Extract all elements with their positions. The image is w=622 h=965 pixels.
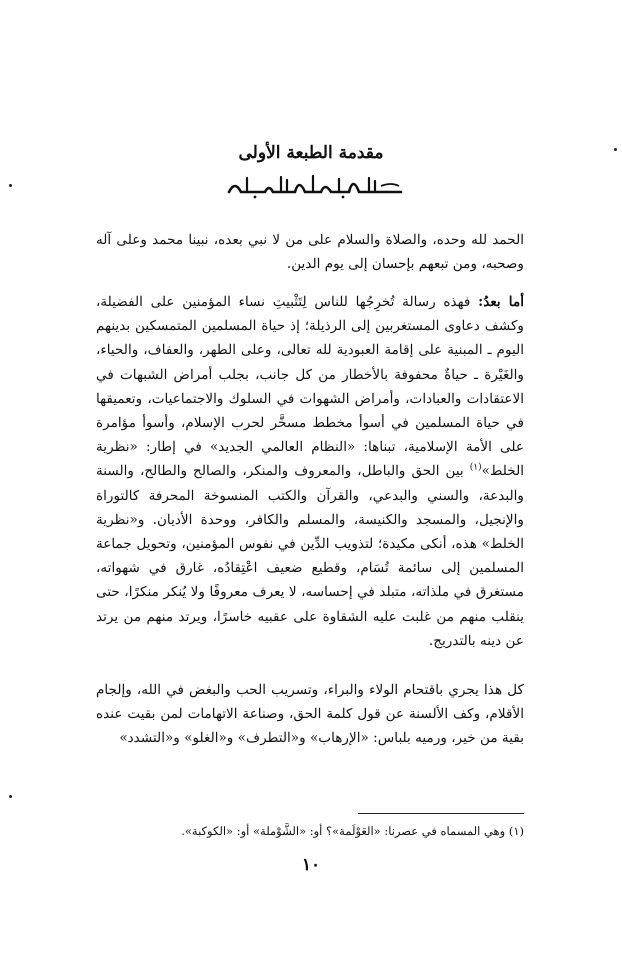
paragraph-closing: كل هذا يجري باقتحام الولاء والبراء، وتسريب الحب والبغض في الله، وإلجام الأقلام، وكف الألسنة عن قول كلمة الحق، وصناعة الاتهامات لمن بقيت عنده بقية من خير، ورميه بلباس: «الإرهاب» و«التطرف» و«الغلو» و«التشدد» <box>96 682 524 747</box>
paragraph-main <box>96 290 524 653</box>
paragraph-lead: أما بعدُ: <box>478 294 524 310</box>
page-number: ١٠ <box>301 855 321 875</box>
footnote-divider <box>358 813 524 814</box>
paragraph-text: بين الحق والباطل، والمعروف والمنكر، والصالح والطالح، والسنة والبدعة، والسني والبدعي، والقرآن والكتب المنسوخة المحرفة كالتوراة والإنجيل، والمسجد والكنيسة، والمسلم والكافر، ووحدة الأديان. و«نظرية الخلط» هذه، أنكى مكيدة؛ لتذويب الدِّين في نفوس المؤمنين، وتحويل جماعة المسلمين إلى سائمة تُسَام، وقطيع ضعيف اعْتِقادُه، غارق في شهواته، مستغرق في ملذاته، متبلد في إحساسه، لا يعرف معروفًا ولا يُنكر منكرًا، حتى ينقلب منهم من غلبت عليه الشقاوة على عقبيه خاسرًا، ويرتد منهم من يرتد عن دينه بالتدريج. <box>96 463 524 649</box>
margin-dot <box>9 795 12 798</box>
basmala-calligraphy <box>225 172 405 200</box>
paragraph-text: فهذه رسالة تُخرِجُها للناس لِتَثْبيتِ نساء المؤمنين على الفضيلة، وكشف دعاوى المستغربين إلى الرذيلة؛ إذ حياة المسلمين المتمسكين بدينهم اليوم ـ المبنية على إقامة العبودية لله تعالى، وعلى الطهر، والعفاف، والحياء، والغَيْرة ـ حياةٌ محفوفة بالأخطار من كل جانب، بجلب أمراض الشبهات في الاعتقادات والعبادات، وأمراض الشهوات في السلوك والاجتماعيات، وتعميقها في حياة المسلمين في أسوأ مخطط مسخَّر لحرب الإسلام، وأسوأ مؤامرة على الأمة الإسلامية، تبناها: «النظام العالمي الجديد» في إطار: «نظرية الخلط» <box>96 294 524 480</box>
paragraph-opening: الحمد لله وحده، والصلاة والسلام على من لا نبي بعده، نبينا محمد وعلى آله وصحبه، ومن تبعهم بإحسان إلى يوم الدين. <box>96 232 524 273</box>
margin-dot <box>9 184 12 187</box>
footnote: (١) وهي المسماه في عصرنا: «العَوْلَمة»؟ أو: «الشَّوْملة» أو: «الكوكبة». <box>181 824 524 838</box>
basmala-calligraphy-icon <box>225 172 405 200</box>
footnote-reference: (١) <box>469 462 482 473</box>
page-heading: مقدمة الطبعة الأولى <box>238 143 384 163</box>
